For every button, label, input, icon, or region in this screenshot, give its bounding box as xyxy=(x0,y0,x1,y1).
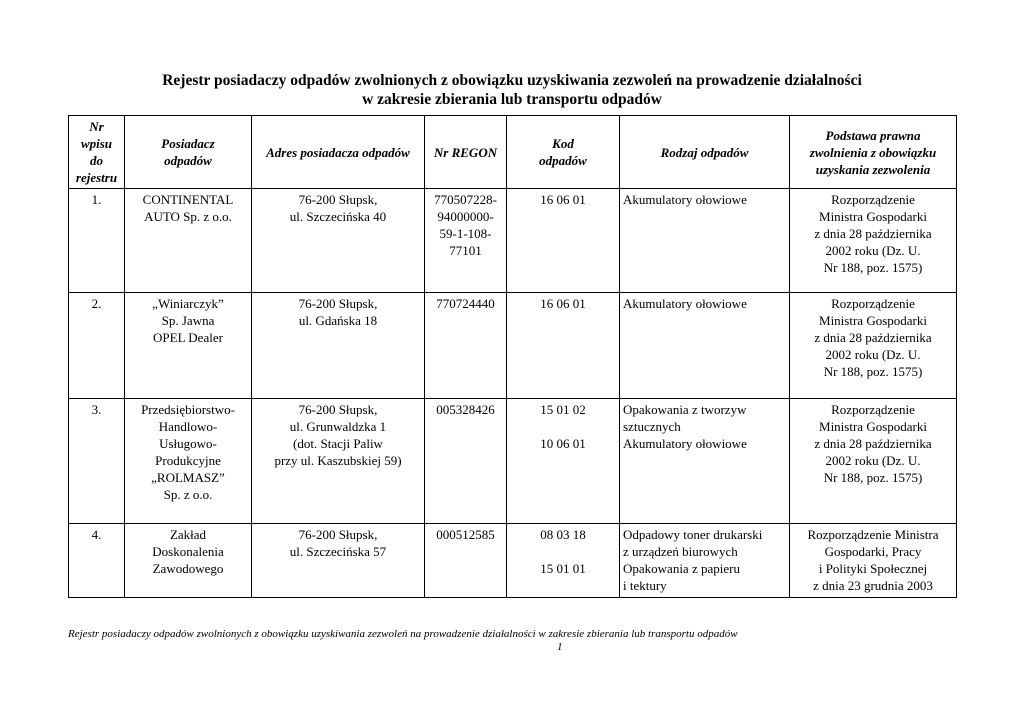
cell-basis xyxy=(790,189,957,293)
cell-line: Nr 188, poz. 1575) xyxy=(823,364,923,379)
cell-line: Produkcyjne xyxy=(155,453,221,468)
cell-line: Odpadowy toner drukarski xyxy=(623,527,763,542)
cell-nr: 4. xyxy=(69,524,125,598)
cell-line: Adres posiadacza odpadów xyxy=(266,144,410,160)
cell-nr: 3. xyxy=(69,399,125,524)
cell-holder xyxy=(125,524,252,598)
header-code xyxy=(507,116,620,189)
cell-basis xyxy=(790,524,957,598)
cell-line: Doskonalenia xyxy=(152,544,224,559)
page-footer: Rejestr posiadaczy odpadów zwolnionych z obowiązku uzyskiwania zezwoleń na prowadzenie działalności w zakresie zbierania lub transportu odpadów xyxy=(68,628,738,640)
cell-line: Zakład xyxy=(169,527,207,542)
cell-code xyxy=(507,524,620,598)
cell-spacer xyxy=(510,543,616,560)
cell-line: 000512585 xyxy=(436,527,495,542)
title-line-1: Rejestr posiadaczy odpadów zwolnionych z obowiązku uzyskiwania zezwoleń na prowadzenie działalności xyxy=(162,72,862,89)
cell-line: odpadów xyxy=(539,153,587,168)
cell-holder xyxy=(125,293,252,399)
cell-line: 76-200 Słupsk, xyxy=(298,527,378,542)
cell-line: Rozporządzenie xyxy=(831,192,915,207)
cell-type xyxy=(620,399,790,524)
cell-line: Posiadacz xyxy=(161,136,215,151)
cell-code xyxy=(507,399,620,524)
cell-line: rejestru xyxy=(75,170,118,185)
cell-basis xyxy=(790,399,957,524)
cell-line: „ROLMASZ” xyxy=(151,470,225,485)
cell-line: z urządzeń biurowych xyxy=(623,544,738,559)
cell-line: 76-200 Słupsk, xyxy=(298,296,378,311)
register-table xyxy=(68,115,957,598)
cell-line: OPEL Dealer xyxy=(153,330,223,345)
header-regon xyxy=(425,116,507,189)
cell-address xyxy=(252,524,425,598)
cell-line: 770507228- xyxy=(434,192,497,207)
cell-line: Nr 188, poz. 1575) xyxy=(823,260,923,275)
cell-line: Usługowo- xyxy=(159,436,217,451)
cell-line: uzyskania zezwolenia xyxy=(815,161,931,177)
cell-line: Akumulatory ołowiowe xyxy=(623,192,747,207)
cell-holder xyxy=(125,399,252,524)
cell-line: 16 06 01 xyxy=(540,192,586,207)
cell-line: 10 06 01 xyxy=(540,436,586,451)
cell-line: Nr REGON xyxy=(433,144,498,160)
cell-regon xyxy=(425,189,507,293)
cell-line: Nr 188, poz. 1575) xyxy=(823,470,923,485)
cell-line: CONTINENTAL xyxy=(142,192,234,207)
cell-line: Rozporządzenie xyxy=(831,402,915,417)
cell-regon xyxy=(425,399,507,524)
cell-line: 2002 roku (Dz. U. xyxy=(825,347,921,362)
header-type xyxy=(620,116,790,189)
header-holder xyxy=(125,116,252,189)
cell-line: z dnia 28 października xyxy=(814,330,932,345)
cell-type xyxy=(620,293,790,399)
cell-line: do xyxy=(90,153,103,168)
cell-line: 94000000- xyxy=(437,209,494,224)
cell-line: 76-200 Słupsk, xyxy=(298,402,378,417)
cell-regon xyxy=(425,524,507,598)
cell-line: Handlowo- xyxy=(158,419,218,434)
table-row xyxy=(69,399,957,524)
cell-line: Kod xyxy=(552,136,574,151)
header-basis xyxy=(790,116,957,189)
title-line-2: w zakresie zbierania lub transportu odpadów xyxy=(362,91,662,108)
cell-line: Rozporządzenie xyxy=(831,296,915,311)
cell-line: Ministra Gospodarki xyxy=(819,313,927,328)
cell-line: 77101 xyxy=(449,243,482,258)
cell-line: ul. Szczecińska 57 xyxy=(289,544,387,559)
cell-line: 76-200 Słupsk, xyxy=(298,192,378,207)
cell-line: Ministra Gospodarki xyxy=(819,419,927,434)
cell-line: ul. Grunwaldzka 1 xyxy=(289,419,387,434)
cell-line: (dot. Stacji Paliw xyxy=(293,436,383,451)
cell-address xyxy=(252,293,425,399)
cell-line: 2002 roku (Dz. U. xyxy=(825,243,921,258)
cell-line: Sp. z o.o. xyxy=(163,487,213,502)
cell-line: Akumulatory ołowiowe xyxy=(623,436,747,451)
cell-nr: 2. xyxy=(69,293,125,399)
table-row xyxy=(69,524,957,598)
cell-address xyxy=(252,189,425,293)
cell-line: wpisu xyxy=(80,136,113,151)
cell-line: AUTO Sp. z o.o. xyxy=(144,209,232,224)
cell-line: odpadów xyxy=(164,153,212,168)
cell-line: 15 01 01 xyxy=(540,561,586,576)
header-address xyxy=(252,116,425,189)
cell-line: Nr xyxy=(89,119,104,134)
cell-line: Rodzaj odpadów xyxy=(660,144,749,160)
cell-line: i tektury xyxy=(623,578,667,593)
cell-line: 08 03 18 xyxy=(540,527,586,542)
cell-nr: 1. xyxy=(69,189,125,293)
page-number: 1 xyxy=(557,641,563,653)
table-header-row xyxy=(69,116,957,189)
cell-line: z dnia 28 października xyxy=(814,436,932,451)
cell-line: z dnia 28 października xyxy=(814,226,932,241)
cell-line: 16 06 01 xyxy=(540,296,586,311)
table-row xyxy=(69,189,957,293)
header-nr xyxy=(69,116,125,189)
cell-line: Sp. Jawna xyxy=(161,313,215,328)
cell-line: Opakowania z papieru xyxy=(623,561,740,576)
cell-line: 770724440 xyxy=(436,296,495,311)
cell-type xyxy=(620,524,790,598)
cell-address xyxy=(252,399,425,524)
cell-line: i Polityki Społecznej xyxy=(818,561,928,576)
cell-line: Przedsiębiorstwo- xyxy=(141,402,235,417)
cell-line: ul. Gdańska 18 xyxy=(298,313,378,328)
cell-line: Opakowania z tworzyw xyxy=(623,402,747,417)
cell-line: zwolnienia z obowiązku xyxy=(809,144,937,160)
cell-line: przy ul. Kaszubskiej 59) xyxy=(274,453,402,468)
cell-code xyxy=(507,293,620,399)
cell-holder xyxy=(125,189,252,293)
cell-line: 59-1-108- xyxy=(439,226,492,241)
cell-code xyxy=(507,189,620,293)
table-row xyxy=(69,293,957,399)
cell-spacer xyxy=(510,418,616,435)
cell-line: z dnia 23 grudnia 2003 xyxy=(813,578,933,593)
cell-line: Akumulatory ołowiowe xyxy=(623,296,747,311)
document-title xyxy=(0,71,1024,109)
cell-line: 2002 roku (Dz. U. xyxy=(825,453,921,468)
cell-type xyxy=(620,189,790,293)
cell-line: 15 01 02 xyxy=(540,402,586,417)
cell-line: Podstawa prawna xyxy=(825,127,921,143)
cell-line: Ministra Gospodarki xyxy=(819,209,927,224)
cell-line: 005328426 xyxy=(436,402,495,417)
cell-line: ul. Szczecińska 40 xyxy=(289,209,387,224)
cell-line: Zawodowego xyxy=(152,561,224,576)
cell-basis xyxy=(790,293,957,399)
cell-line: sztucznych xyxy=(623,419,681,434)
cell-line: Rozporządzenie Ministra xyxy=(807,527,939,542)
cell-line: Gospodarki, Pracy xyxy=(824,544,922,559)
cell-regon xyxy=(425,293,507,399)
cell-line: „Winiarczyk” xyxy=(152,296,224,311)
